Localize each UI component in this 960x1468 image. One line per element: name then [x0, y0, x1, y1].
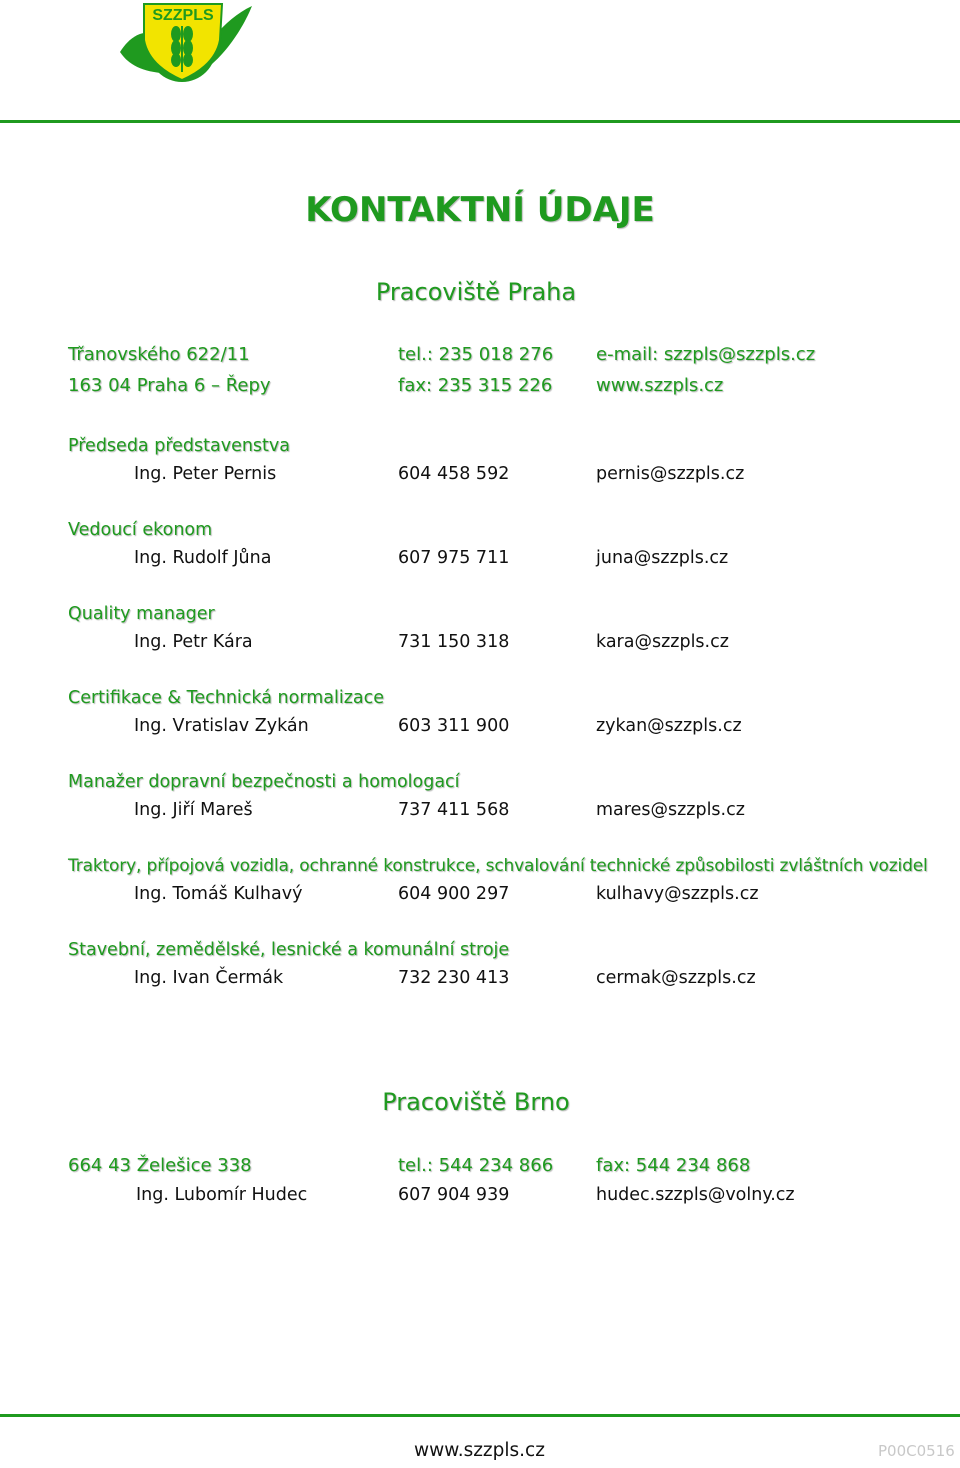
contact-email[interactable]: kulhavy@szzpls.cz	[596, 884, 759, 904]
contact-name: Ing. Lubomír Hudec	[136, 1185, 308, 1205]
contact-email[interactable]: mares@szzpls.cz	[596, 800, 745, 820]
role-label: Traktory, přípojová vozidla, ochranné konstrukce, schvalování technické způsobilosti zvláštních vozidel	[68, 856, 928, 876]
page-title: KONTAKTNÍ ÚDAJE	[305, 190, 655, 230]
office-title-praha: Pracoviště Praha	[375, 278, 577, 306]
role-label: Quality manager	[68, 604, 215, 624]
role-label: Vedoucí ekonom	[68, 520, 213, 540]
contact-email[interactable]: cermak@szzpls.cz	[596, 968, 756, 988]
contact-phone: 737 411 568	[398, 800, 510, 820]
contact-name: Ing. Ivan Čermák	[134, 968, 284, 988]
document-code: P00C0516	[878, 1442, 955, 1460]
header-rule	[0, 120, 960, 123]
praha-address-line1: Třanovského 622/11	[68, 344, 250, 365]
office-title-brno: Pracoviště Brno	[382, 1088, 570, 1116]
praha-tel: tel.: 235 018 276	[398, 344, 554, 365]
praha-fax: fax: 235 315 226	[398, 375, 553, 396]
contact-email[interactable]: zykan@szzpls.cz	[596, 716, 742, 736]
contact-name: Ing. Jiří Mareš	[134, 800, 253, 820]
contact-phone: 607 904 939	[398, 1185, 510, 1205]
footer-rule	[0, 1414, 960, 1417]
szzpls-logo	[112, 0, 260, 88]
role-label: Certifikace & Technická normalizace	[68, 688, 384, 708]
contact-email[interactable]: pernis@szzpls.cz	[596, 464, 745, 484]
role-label: Manažer dopravní bezpečnosti a homologací	[68, 772, 460, 792]
contact-phone: 604 900 297	[398, 884, 510, 904]
praha-address-line2: 163 04 Praha 6 – Řepy	[68, 375, 271, 396]
logo-text: SZZPLS	[152, 7, 214, 24]
role-label: Stavební, zemědělské, lesnické a komunální stroje	[68, 940, 510, 960]
role-label: Předseda představenstva	[68, 436, 290, 456]
contact-name: Ing. Peter Pernis	[134, 464, 277, 484]
contact-name: Ing. Tomáš Kulhavý	[134, 884, 303, 904]
contact-phone: 731 150 318	[398, 632, 510, 652]
contact-name: Ing. Vratislav Zykán	[134, 716, 309, 736]
brno-tel: tel.: 544 234 866	[398, 1155, 554, 1176]
contact-name: Ing. Petr Kára	[134, 632, 253, 652]
praha-web[interactable]: www.szzpls.cz	[596, 375, 724, 396]
brno-fax: fax: 544 234 868	[596, 1155, 751, 1176]
brno-address: 664 43 Želešice 338	[68, 1155, 252, 1176]
wheat-icon	[172, 26, 192, 72]
contact-phone: 603 311 900	[398, 716, 510, 736]
contact-phone: 732 230 413	[398, 968, 510, 988]
contact-email[interactable]: juna@szzpls.cz	[596, 548, 729, 568]
contact-phone: 607 975 711	[398, 548, 510, 568]
contact-email[interactable]: kara@szzpls.cz	[596, 632, 729, 652]
footer-website-link[interactable]: www.szzpls.cz	[414, 1440, 545, 1461]
contact-name: Ing. Rudolf Jůna	[134, 548, 272, 568]
contact-phone: 604 458 592	[398, 464, 510, 484]
contact-email[interactable]: hudec.szzpls@volny.cz	[596, 1185, 795, 1205]
praha-email[interactable]: e-mail: szzpls@szzpls.cz	[596, 344, 816, 365]
